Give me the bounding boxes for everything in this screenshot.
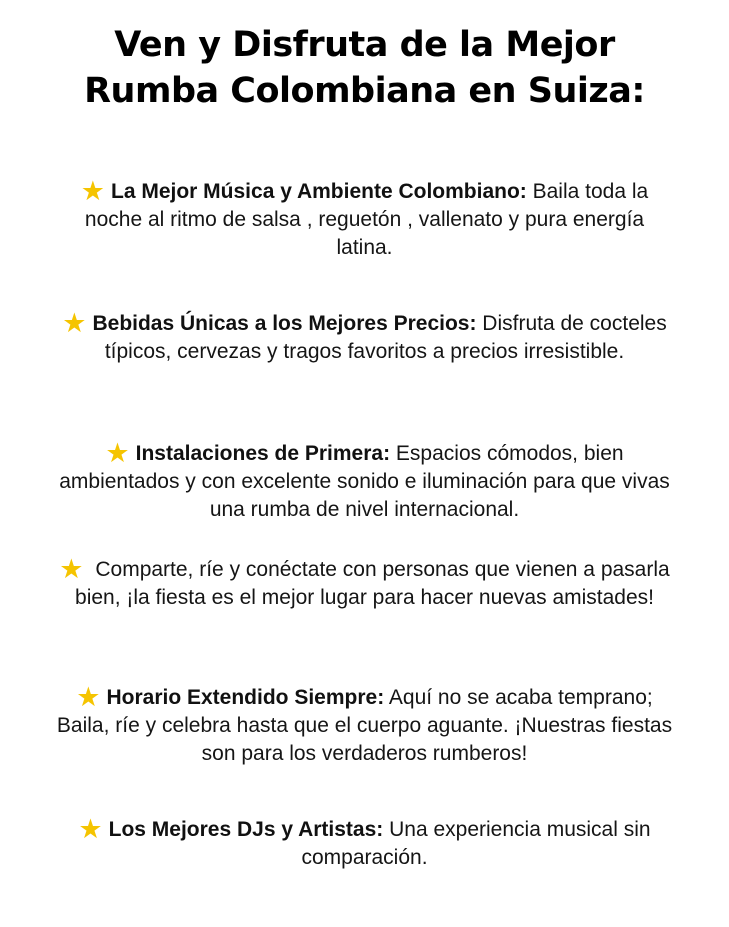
feature-item-music [54, 178, 675, 262]
feature-text: Baila toda la noche al ritmo de salsa , reguetón , vallenato y pura energía latina. [84, 180, 649, 259]
feature-lead: Bebidas Únicas a los Mejores Precios: [92, 312, 477, 335]
feature-text: Disfruta de cocteles típicos, cervezas y tragos favoritos a precios irresistible. [104, 312, 667, 363]
feature-item-hours [54, 684, 675, 768]
star-icon: ★ [59, 554, 84, 585]
feature-item-facilities [54, 440, 675, 524]
feature-text: Una experiencia musical sin comparación. [301, 818, 651, 869]
feature-lead: Los Mejores DJs y Artistas: [108, 818, 384, 841]
feature-text: Espacios cómodos, bien ambientados y con excelente sonido e iluminación para que vivas una rumba de nivel internacional. [59, 442, 670, 521]
star-icon: ★ [105, 438, 130, 469]
title-line-1: Ven y Disfruta de la Mejor [114, 25, 615, 65]
star-icon: ★ [62, 308, 87, 339]
feature-lead: La Mejor Música y Ambiente Colombiano: [111, 180, 527, 203]
star-icon: ★ [80, 176, 105, 207]
title-line-2: Rumba Colombiana en Suiza: [84, 71, 645, 111]
feature-item-djs [54, 816, 675, 872]
feature-lead: Horario Extendido Siempre: [106, 686, 385, 709]
feature-lead: Instalaciones de Primera: [135, 442, 391, 465]
feature-text: Aquí no se acaba temprano; Baila, ríe y celebra hasta que el cuerpo aguante. ¡Nuestras fiestas son para los verdaderos rumberos! [56, 686, 673, 765]
feature-item-social [54, 556, 675, 612]
feature-text: Comparte, ríe y conéctate con personas que vienen a pasarla bien, ¡la fiesta es el mejor lugar para hacer nuevas amistades! [75, 558, 670, 609]
page-title [0, 22, 729, 114]
feature-item-drinks [54, 310, 675, 366]
star-icon: ★ [78, 814, 103, 845]
star-icon: ★ [76, 682, 101, 713]
